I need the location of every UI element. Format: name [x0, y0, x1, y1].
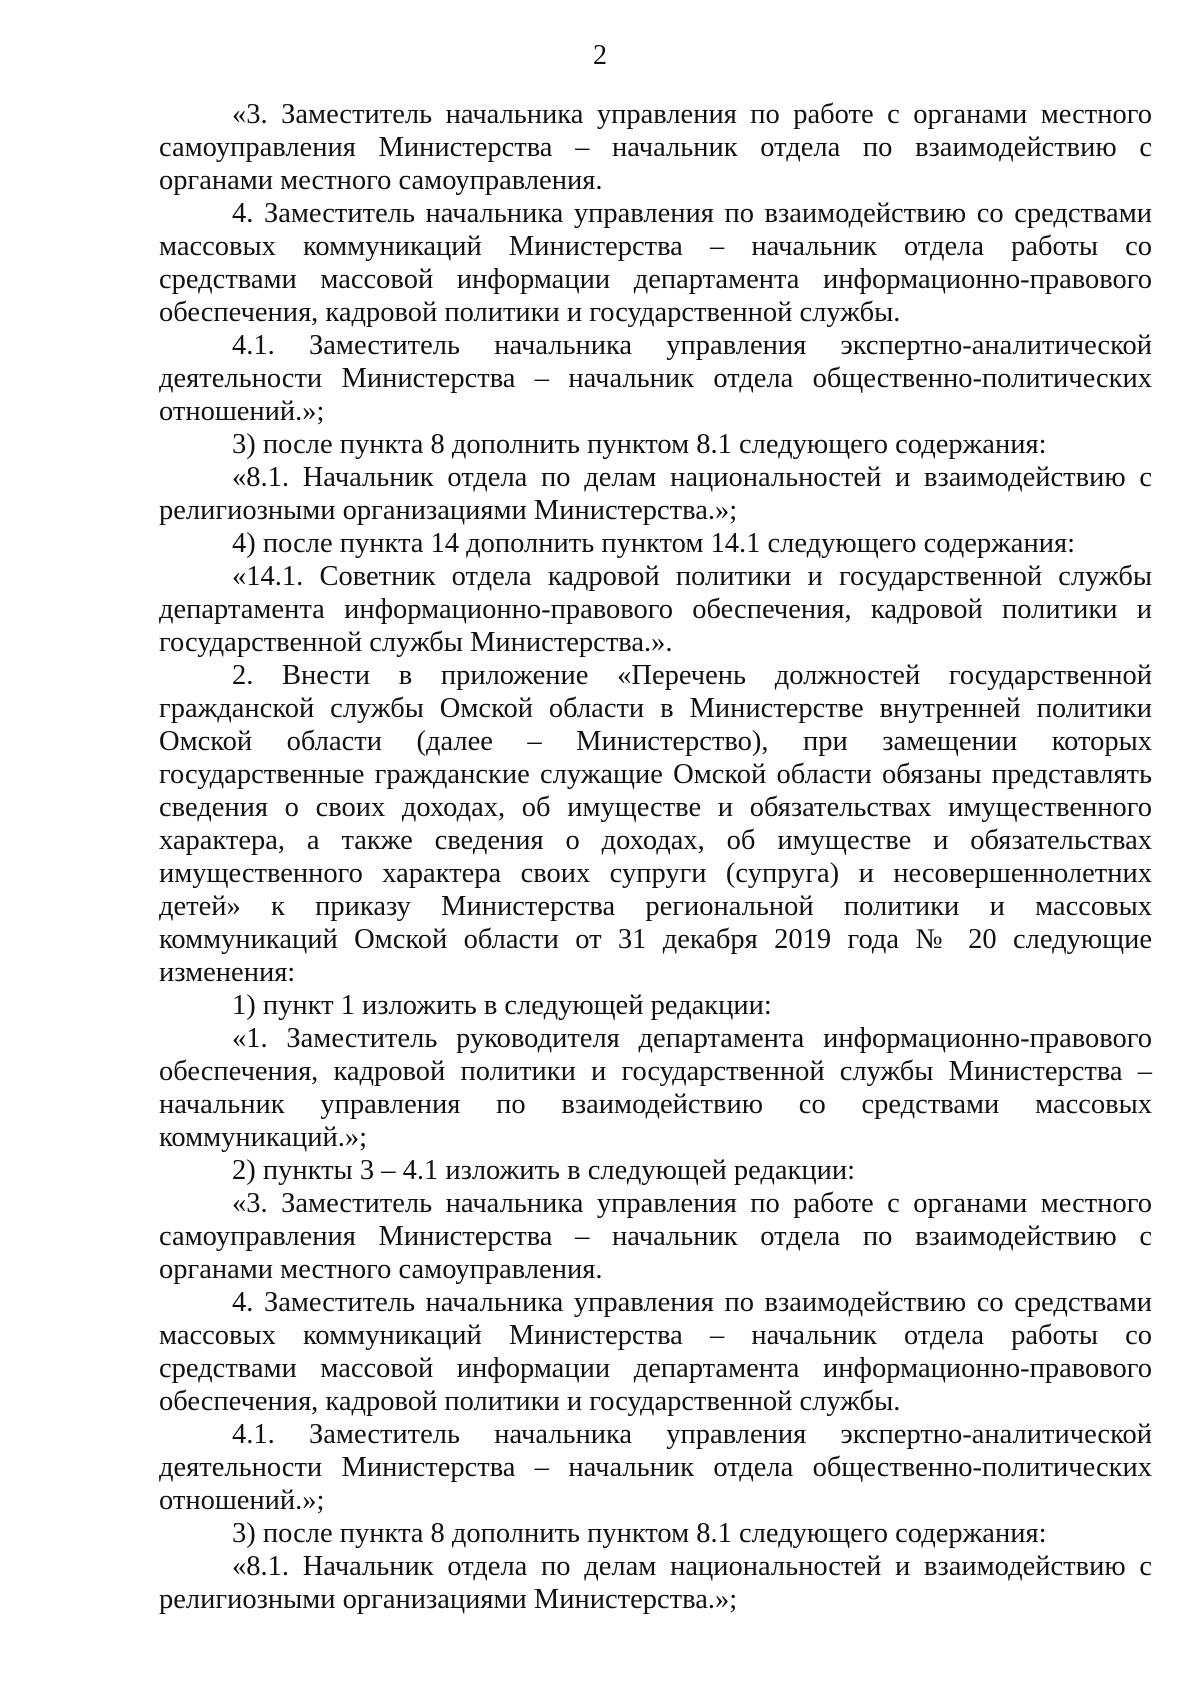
paragraph-10: «1. Заместитель руководителя департамента информационно-правового обеспечения, кадровой политики и государственной службы Министерства – начальник управления по взаимодействию со средствами массовых коммуникаций.»; [159, 1023, 1152, 1153]
paragraph-8: 2. Внести в приложение «Перечень должностей государственной гражданской службы Омской области в Министерстве внутренней политики Омской области (далее – Министерство), при замещении которых государственные гражданские служащие Омской области обязаны представлять сведения о своих доходах, об имуществе и обязательствах имущественного характера, а также сведения о доходах, об имуществе и обязательствах имущественного характера своих супруги (супруга) и несовершеннолетних детей» к приказу Министерства региональной политики и массовых коммуникаций Омской области от 31 декабря 2019 года № 20 следующие изменения: [159, 660, 1152, 988]
paragraph-16: «8.1. Начальник отдела по делам национальностей и взаимодействию с религиозными организациями Министерства.»; [159, 1551, 1152, 1615]
paragraph-6: 4) после пункта 14 дополнить пунктом 14.1 следующего содержания: [232, 528, 1075, 559]
paragraph-3: 4.1. Заместитель начальника управления экспертно-аналитической деятельности Министерства – начальник отдела общественно-политических отношений.»; [159, 330, 1152, 427]
paragraph-2: 4. Заместитель начальника управления по взаимодействию со средствами массовых коммуникаций Министерства – начальник отдела работы со средствами массовой информации департамента информационно-правового обеспечения, кадровой политики и государственной службы. [159, 198, 1152, 328]
paragraph-12: «3. Заместитель начальника управления по работе с органами местного самоуправления Министерства – начальник отдела по взаимодействию с органами местного самоуправления. [159, 1188, 1152, 1285]
paragraph-5: «8.1. Начальник отдела по делам национальностей и взаимодействию с религиозными организациями Министерства.»; [159, 462, 1152, 526]
paragraph-9: 1) пункт 1 изложить в следующей редакции: [232, 990, 772, 1021]
paragraph-14: 4.1. Заместитель начальника управления экспертно-аналитической деятельности Министерства – начальник отдела общественно-политических отношений.»; [159, 1419, 1152, 1516]
paragraph-11: 2) пункты 3 – 4.1 изложить в следующей редакции: [232, 1155, 856, 1186]
document-body [159, 98, 1152, 1616]
page-number: 2 [593, 40, 607, 71]
paragraph-4: 3) после пункта 8 дополнить пунктом 8.1 следующего содержания: [232, 429, 1047, 460]
paragraph-13: 4. Заместитель начальника управления по взаимодействию со средствами массовых коммуникаций Министерства – начальник отдела работы со средствами массовой информации департамента информационно-правового обеспечения, кадровой политики и государственной службы. [159, 1287, 1152, 1417]
paragraph-15: 3) после пункта 8 дополнить пунктом 8.1 следующего содержания: [232, 1518, 1047, 1549]
paragraph-7: «14.1. Советник отдела кадровой политики и государственной службы департамента информационно-правового обеспечения, кадровой политики и государственной службы Министерства.». [159, 561, 1152, 658]
paragraph-1: «3. Заместитель начальника управления по работе с органами местного самоуправления Министерства – начальник отдела по взаимодействию с органами местного самоуправления. [159, 99, 1152, 196]
